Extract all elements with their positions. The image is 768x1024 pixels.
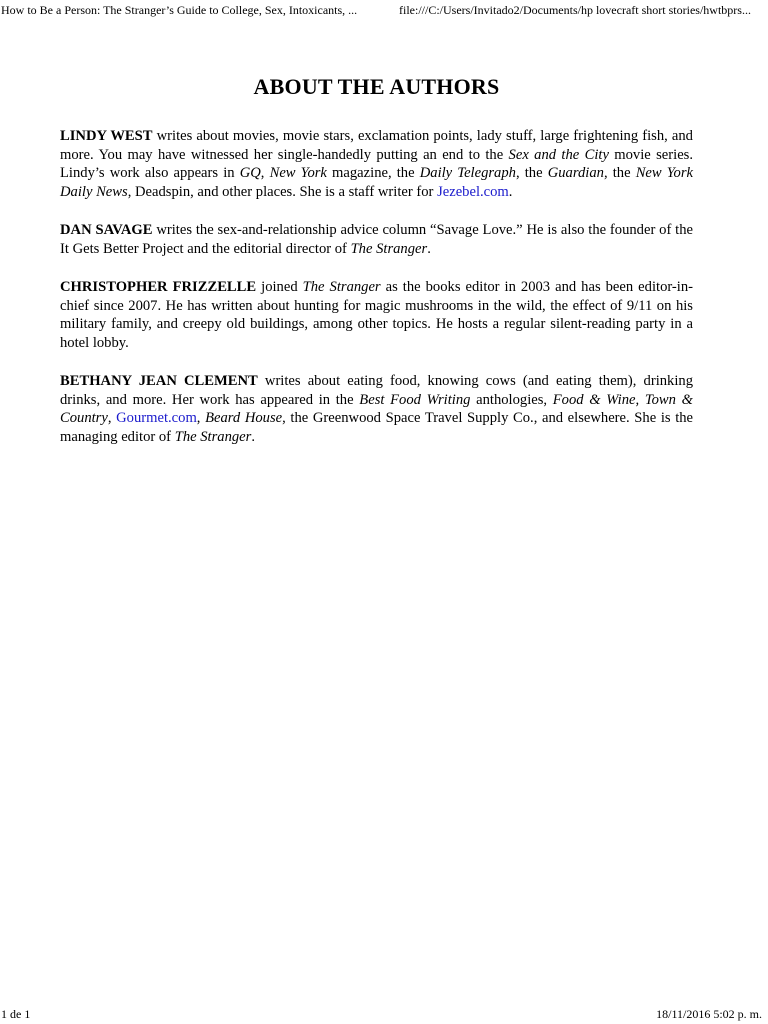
jezebel-link[interactable]: Jezebel.com (437, 183, 509, 200)
gourmet-link[interactable]: Gourmet.com (116, 410, 197, 426)
print-footer (0, 1002, 768, 1024)
print-header (0, 0, 768, 22)
page-title: ABOUT THE AUTHORS (253, 74, 500, 99)
author-name: LINDY WEST (60, 128, 153, 144)
author-name: CHRISTOPHER FRIZZELLE (60, 279, 257, 295)
author-name: DAN SAVAGE (60, 222, 153, 238)
bio-lindy-west: LINDY WEST writes about movies, movie stars, exclamation points, lady stuff, large frightening fish, and more. You may have witnessed her single-handedly putting an end to the Sex and the City movie series. Lindy’s work also appears in GQ, New York magazine, the Daily Telegraph, the Guardian, the New York Daily News, Deadspin, and other places. She is a staff writer for Jezebel.com. (60, 128, 694, 200)
author-name: BETHANY JEAN CLEMENT (60, 373, 258, 389)
file-path: file:///C:/Users/Invitado2/Documents/hp lovecraft short stories/hwtbprs... (399, 3, 751, 17)
bio-christopher-frizzelle: CHRISTOPHER FRIZZELLE joined The Stranger as the books editor in 2003 and has been editor-in-chief since 2007. He has written about hunting for magic mushrooms in the wild, the effect of 9/11 on his military family, and creepy old buildings, among other topics. He hosts a regular silent-reading party in a hotel lobby. (60, 279, 694, 351)
page-content (60, 72, 693, 466)
bio-bethany-jean-clement: BETHANY JEAN CLEMENT writes about eating food, knowing cows (and eating them), drinking drinks, and more. Her work has appeared in the Best Food Writing anthologies, Food & Wine, Town & Country, Gourmet.com, Beard House, the Greenwood Space Travel Supply Co., and elsewhere. She is the managing editor of The Stranger. (60, 373, 694, 445)
page-count: 1 de 1 (1, 1007, 31, 1021)
bio-dan-savage: DAN SAVAGE writes the sex-and-relationship advice column “Savage Love.” He is also the founder of the It Gets Better Project and the editorial director of The Stranger. (60, 222, 693, 257)
document-title: How to Be a Person: The Stranger’s Guide to College, Sex, Intoxicants, ... (1, 3, 358, 17)
printed-timestamp: 18/11/2016 5:02 p. m. (656, 1007, 762, 1021)
